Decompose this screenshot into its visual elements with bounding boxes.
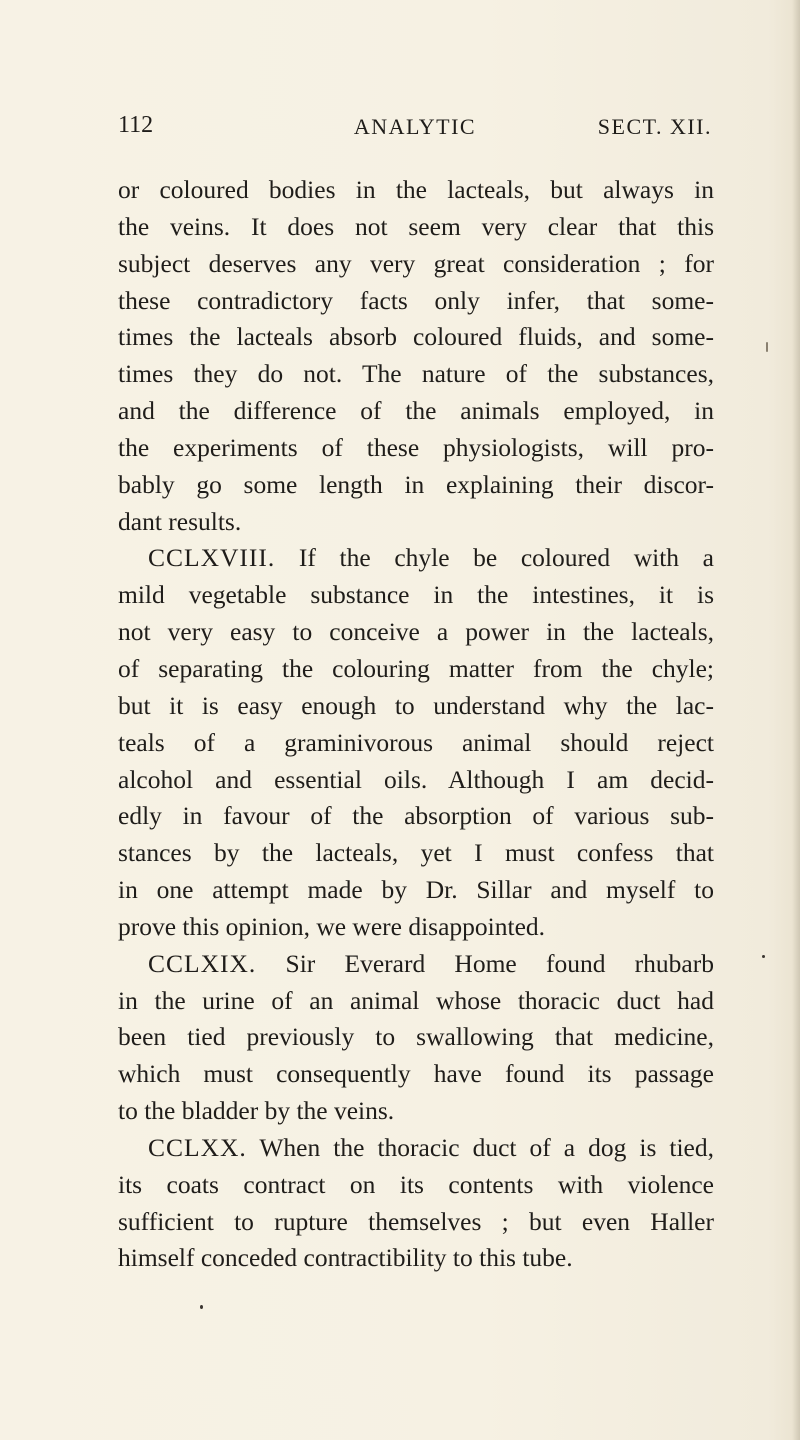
running-title: ANALYTIC: [353, 114, 477, 139]
text-span: If the chyle be coloured with a: [275, 543, 714, 573]
page-edge-shadow: [792, 0, 800, 1440]
text-line: times they do not. The nature of the substances,: [118, 359, 714, 389]
text-line: subject deserves any very great consideration ; for: [118, 248, 714, 278]
text-span: When the thoracic duct of a dog is tied,: [246, 1132, 714, 1162]
paragraph-number: CCLXIX.: [148, 948, 257, 978]
text-line: of separating the colouring matter from the chyle;: [118, 653, 714, 683]
paragraph-first-line: [118, 946, 714, 983]
running-head: [118, 112, 712, 146]
text-line: mild vegetable substance in the intestines, it is: [118, 580, 714, 610]
text-line: times the lacteals absorb coloured fluids, and some-: [118, 322, 714, 352]
ink-speck: [766, 342, 768, 352]
text-line: sufficient to rupture themselves ; but even Haller: [118, 1206, 714, 1236]
section-label: SECT. XII.: [597, 114, 712, 139]
text-line: and the difference of the animals employed, in: [118, 396, 714, 426]
text-line: the experiments of these physiologists, will pro-: [118, 432, 714, 462]
text-line: alcohol and essential oils. Although I am decid-: [118, 764, 714, 794]
ink-speck: [200, 1305, 203, 1309]
text-line: in the urine of an animal whose thoracic duct had: [118, 985, 714, 1015]
text-line: in one attempt made by Dr. Sillar and myself to: [118, 875, 714, 905]
paragraph-first-line: [118, 540, 714, 577]
text-line: himself conceded contractibility to this tube.: [118, 1243, 573, 1273]
paragraph-first-line: [118, 1130, 714, 1167]
text-line: these contradictory facts only infer, that some-: [118, 285, 714, 315]
text-line: dant results.: [118, 506, 242, 536]
page-number: 112: [118, 112, 154, 138]
text-line: teals of a graminivorous animal should reject: [118, 727, 714, 757]
text-span: Sir Everard Home found rhubarb: [256, 948, 714, 978]
text-line: or coloured bodies in the lacteals, but always in: [118, 175, 714, 204]
text-line: edly in favour of the absorption of various sub-: [118, 801, 714, 831]
ink-speck: [762, 955, 765, 958]
text-line: but it is easy enough to understand why the lac-: [118, 690, 714, 720]
paragraph-number: CCLXVIII.: [148, 543, 276, 573]
text-line: prove this opinion, we were disappointed.: [118, 911, 546, 941]
text-line: stances by the lacteals, yet I must confess that: [118, 838, 714, 868]
text-line: its coats contract on its contents with violence: [118, 1169, 714, 1199]
text-line: been tied previously to swallowing that medicine,: [118, 1022, 714, 1052]
text-line: not very easy to conceive a power in the lacteals,: [118, 617, 714, 647]
text-line: bably go some length in explaining their discor-: [118, 469, 714, 499]
text-line: which must consequently have found its passage: [118, 1059, 714, 1089]
body-text: [118, 172, 714, 1277]
text-line: the veins. It does not seem very clear that this: [118, 211, 714, 241]
paragraph-number: CCLXX.: [148, 1132, 247, 1162]
text-line: to the bladder by the veins.: [118, 1096, 395, 1126]
